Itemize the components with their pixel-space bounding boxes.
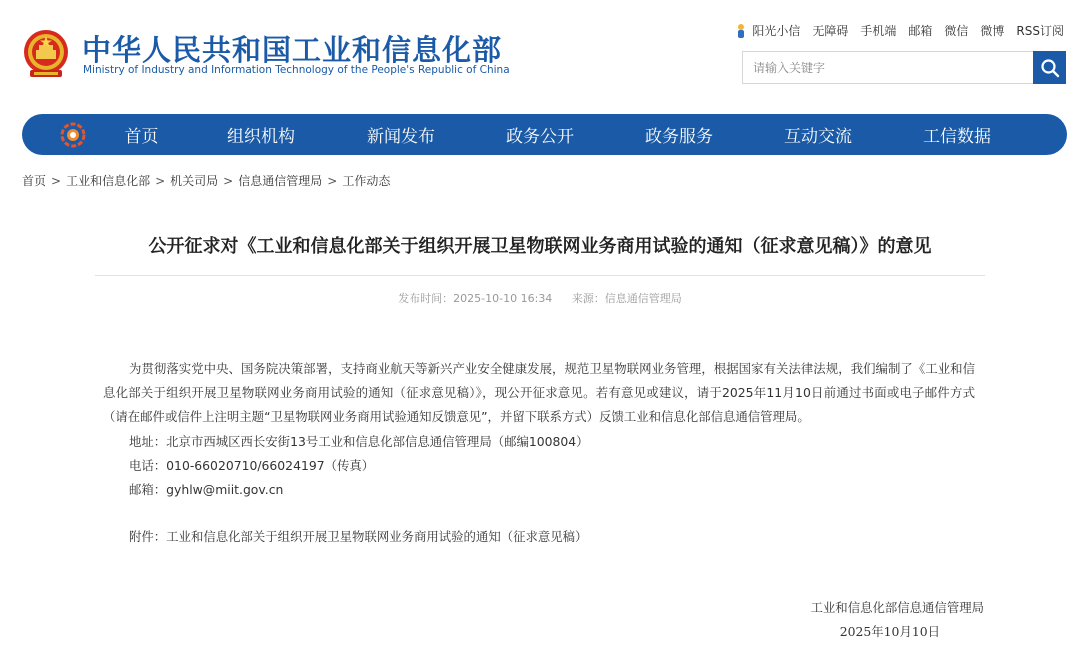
top-link-rss[interactable]: RSS订阅	[1016, 24, 1064, 38]
nav-item-data[interactable]: 工信数据	[923, 127, 991, 147]
article-source: 来源：信息通信管理局	[571, 292, 682, 305]
contact-email: 邮箱：gyhlw@miit.gov.cn	[129, 482, 284, 497]
nav-item-government-affairs[interactable]: 政务公开	[506, 127, 574, 147]
signature-organization: 工业和信息化部信息通信管理局	[810, 600, 984, 615]
top-link-mail[interactable]: 邮箱	[908, 24, 933, 38]
top-link-mobile[interactable]: 手机端	[860, 24, 897, 38]
contact-phone: 电话：010-66020710/66024197（传真）	[129, 458, 375, 473]
main-nav	[22, 114, 1067, 155]
top-link-weibo[interactable]: 微博	[980, 24, 1005, 38]
article-meta	[0, 290, 1080, 306]
nav-item-organization[interactable]: 组织机构	[227, 127, 295, 147]
sunshine-mascot-icon	[734, 23, 748, 39]
breadcrumb-departments[interactable]: 机关司局	[170, 174, 219, 188]
nav-item-interaction[interactable]: 互动交流	[784, 127, 852, 147]
title-divider	[95, 275, 985, 276]
nav-item-services[interactable]: 政务服务	[645, 127, 713, 147]
ministry-logo-icon[interactable]	[60, 122, 86, 148]
top-link-sunshine[interactable]	[734, 22, 800, 39]
contact-address: 地址：北京市西城区西长安街13号工业和信息化部信息通信管理局（邮编100804）	[129, 434, 589, 449]
search-box	[742, 51, 1066, 84]
site-title-en[interactable]: Ministry of Industry and Information Technology of the People's Republic of China	[83, 64, 510, 76]
top-link-accessibility[interactable]: 无障碍	[812, 24, 849, 38]
breadcrumb-home[interactable]: 首页	[22, 174, 47, 188]
nav-item-home[interactable]: 首页	[124, 127, 159, 147]
article-title: 公开征求对《工业和信息化部关于组织开展卫星物联网业务商用试验的通知（征求意见稿）》的意见	[148, 236, 932, 257]
nav-item-news[interactable]: 新闻发布	[367, 127, 435, 147]
top-links	[734, 22, 1064, 39]
search-button[interactable]	[1033, 51, 1066, 84]
breadcrumb	[22, 172, 390, 189]
breadcrumb-separator: >	[223, 173, 234, 188]
search-icon	[1040, 58, 1060, 78]
breadcrumb-work-news[interactable]: 工作动态	[342, 174, 391, 188]
top-link-label: 阳光小信	[752, 24, 801, 38]
attachment-link[interactable]: 附件：工业和信息化部关于组织开展卫星物联网业务商用试验的通知（征求意见稿）	[129, 529, 588, 544]
breadcrumb-ministry[interactable]: 工业和信息化部	[66, 174, 151, 188]
signature-date: 2025年10月10日	[839, 624, 940, 639]
nav-items	[102, 114, 1017, 155]
article-body-paragraph: 为贯彻落实党中央、国务院决策部署，支持商业航天等新兴产业安全健康发展，规范卫星物联网业务管理，根据国家有关法律法规，我们编制了《工业和信息化部关于组织开展卫星物联网业务商用试验的通知（征求意见稿）》，现公开征求意见。若有意见或建议，请于2025年11月10日前通过书面或电子邮件方式（请在邮件或信件上注明主题“卫星物联网业务商用试验通知反馈意见”，并留下联系方式）反馈工业和信息化部信息通信管理局。	[103, 361, 975, 424]
search-input[interactable]	[743, 52, 1033, 83]
top-link-wechat[interactable]: 微信	[944, 24, 969, 38]
breadcrumb-separator: >	[327, 173, 338, 188]
breadcrumb-separator: >	[155, 173, 166, 188]
breadcrumb-separator: >	[51, 173, 62, 188]
national-emblem-icon[interactable]	[22, 28, 70, 80]
publish-time: 发布时间：2025-10-10 16:34	[398, 292, 553, 305]
site-title-cn[interactable]: 中华人民共和国工业和信息化部	[82, 33, 503, 67]
breadcrumb-bureau[interactable]: 信息通信管理局	[238, 174, 323, 188]
site-header	[0, 0, 1080, 110]
